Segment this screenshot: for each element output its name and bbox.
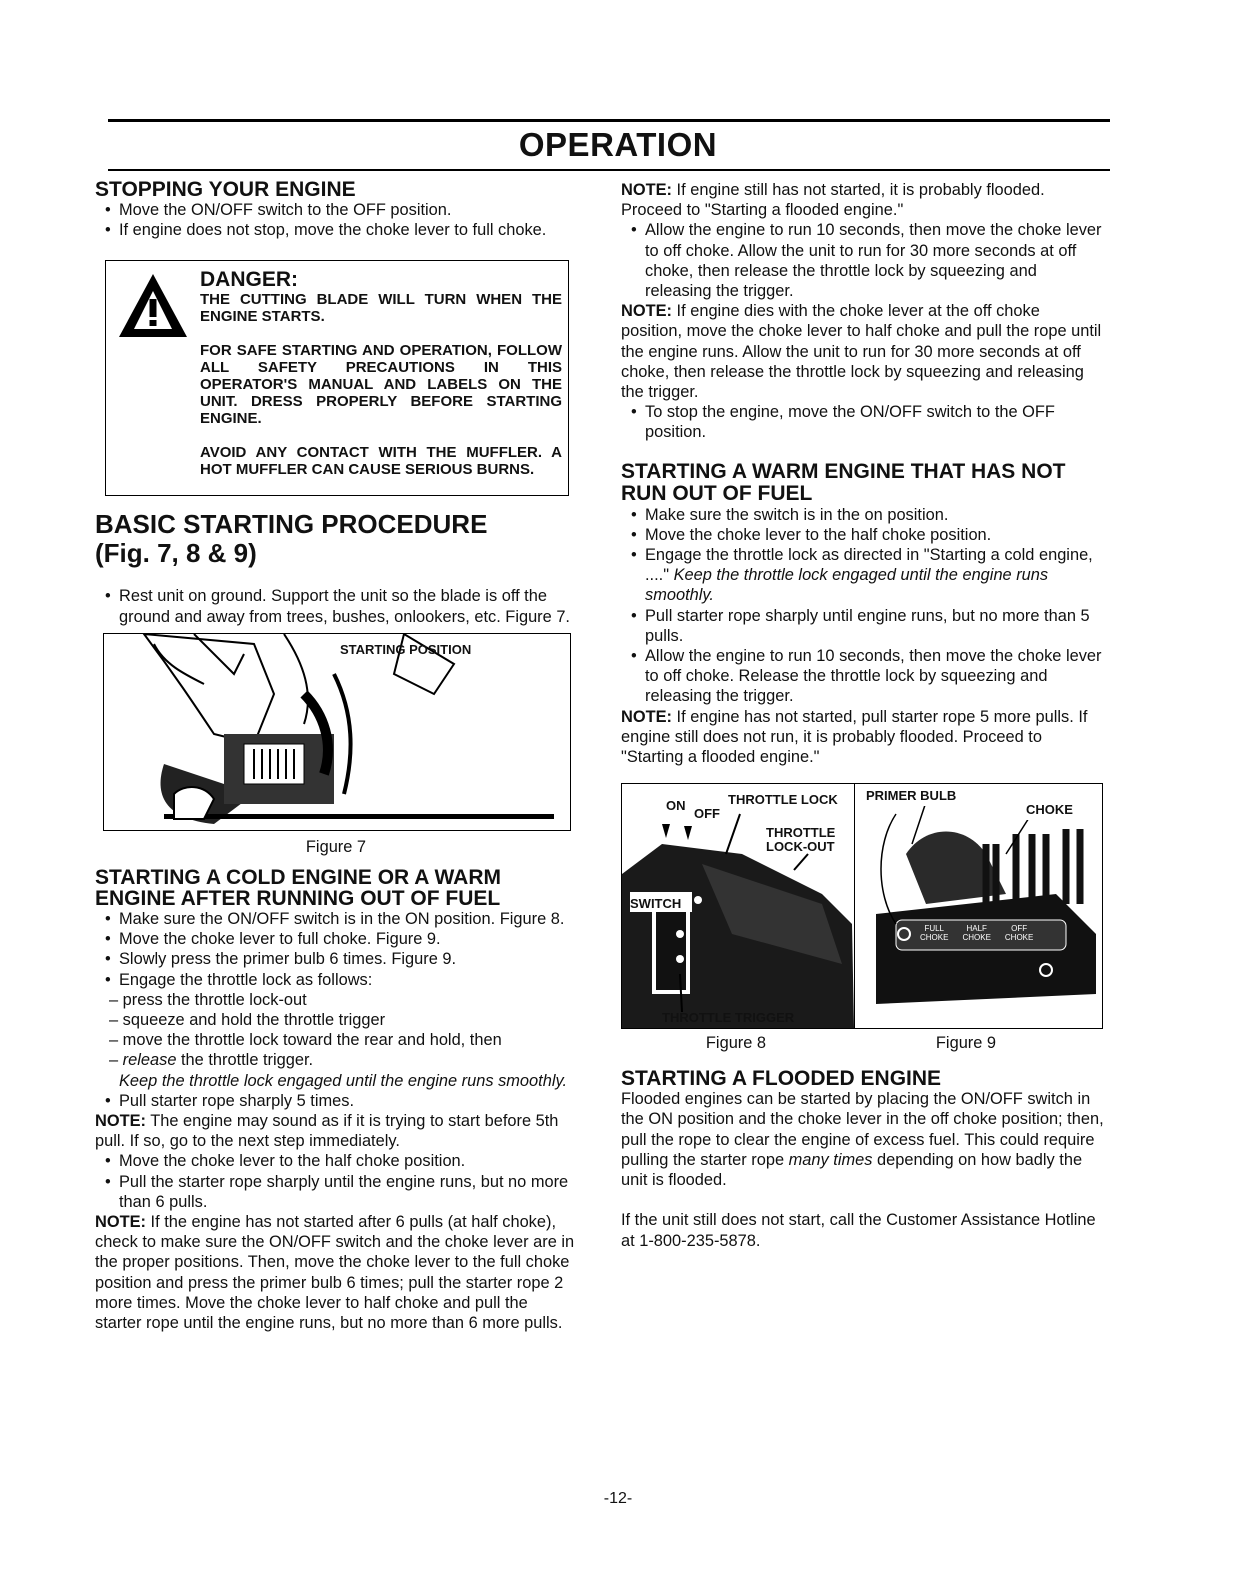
fig7-label: STARTING POSITION <box>340 641 472 657</box>
figures-8-9 <box>621 783 1103 1029</box>
list-item: • Engage the throttle lock as follows: <box>95 970 577 990</box>
list-item: • Move the choke lever to full choke. Figure 9. <box>95 929 577 949</box>
title-rule <box>108 169 1110 171</box>
note-label: NOTE: <box>95 1112 146 1131</box>
list-item: • If engine does not stop, move the choke lever to full choke. <box>95 220 577 240</box>
basic-list <box>95 586 577 626</box>
list-item: • Allow the engine to run 10 seconds, then move the choke lever to off choke. Allow the unit to run for 30 more seconds at off choke, then release the throttle lock by squeezing and releasing the trigger. <box>621 220 1105 301</box>
list-item: • Pull the starter rope sharply until the engine runs, but no more than 6 pulls. <box>95 1172 577 1212</box>
pos-word: CHOKE <box>920 933 949 943</box>
cold-list-2 <box>95 1151 577 1212</box>
warning-triangle-icon <box>116 271 190 341</box>
pos-word: OFF <box>1011 924 1028 934</box>
note-text: If engine has not started, pull starter rope 5 more pulls. If engine still does not run, it is probably flooded. Proceed to "Starting a flooded engine." <box>621 707 1088 767</box>
choke-primer-illustration <box>856 784 1102 1028</box>
figure-7 <box>103 633 571 831</box>
fig8-switch-label: SWITCH <box>630 896 682 912</box>
note-text: If engine still has not started, it is probably flooded. Proceed to "Starting a flooded engine." <box>621 181 1045 220</box>
list-item: • Make sure the switch is in the on position. <box>621 505 1105 525</box>
flood-text: depending on how badly the unit is flooded. <box>621 1150 1083 1190</box>
step-line: – press the throttle lock-out <box>109 990 307 1009</box>
lockout-line: THROTTLE <box>766 825 836 841</box>
release-word: release <box>122 1051 177 1070</box>
left-column <box>95 180 577 1333</box>
list-item: • Move the choke lever to the half choke position. <box>95 1151 577 1171</box>
stopping-heading: STOPPING YOUR ENGINE <box>95 178 356 201</box>
note-text: If the engine has not started after 6 pulls (at half choke), check to make sure the ON/OFF switch and the choke lever are in the proper positions. Then, move the choke lever to the full choke position and press the primer bulb 6 times; pull the starter rope 2 more times. Move the choke lever to half choke and pull the starter rope until the engine runs, but no more than 6 more pulls. <box>95 1213 575 1333</box>
basic-heading-figs: (Fig. 7, 8 & 9) <box>95 538 257 569</box>
pos-word: CHOKE <box>962 933 991 943</box>
fig9-choke-label: CHOKE <box>1026 800 1073 820</box>
basic-heading: BASIC STARTING PROCEDURE <box>95 509 488 540</box>
fig8-throttle-lock-label: THROTTLE LOCK <box>728 792 838 808</box>
page-title: OPERATION <box>518 126 718 163</box>
warm-engine-heading: STARTING A WARM ENGINE THAT HAS NOT RUN OUT OF FUEL <box>621 459 1066 505</box>
note-paragraph <box>621 180 1105 220</box>
danger-box <box>105 260 569 496</box>
fig8-trigger-label: THROTTLE TRIGGER <box>662 1010 795 1026</box>
stopping-list <box>95 200 577 240</box>
page-number: -12- <box>603 1490 633 1507</box>
list-item <box>621 545 1105 606</box>
cold-engine-heading: STARTING A COLD ENGINE OR A WARM ENGINE AFTER RUNNING OUT OF FUEL <box>95 866 501 911</box>
fig8-on-label: ON <box>666 798 686 814</box>
flooded-heading: STARTING A FLOODED ENGINE <box>621 1067 942 1091</box>
full-choke-mark <box>920 924 948 942</box>
fig8-off-label: OFF <box>694 806 720 822</box>
step-line <box>95 1050 577 1070</box>
list-item: • Pull starter rope sharply 5 times. <box>95 1091 577 1111</box>
top-rule <box>108 119 1110 122</box>
danger-text: AVOID ANY CONTACT WITH THE MUFFLER. A HOT MUFFLER CAN CAUSE SERIOUS BURNS. <box>200 444 562 479</box>
step-line: – move the throttle lock toward the rear and hold, then <box>109 1031 502 1050</box>
danger-text: THE CUTTING BLADE WILL TURN WHEN THE ENGINE STARTS. <box>200 291 562 326</box>
dash-prefix: – <box>109 1051 123 1070</box>
note-label: NOTE: <box>621 302 672 321</box>
list-item: • Move the choke lever to the half choke position. <box>621 525 1105 545</box>
list-item: • Move the ON/OFF switch to the OFF position. <box>95 200 577 220</box>
keep-engaged-note: Keep the throttle lock engaged until the engine runs smoothly. <box>119 1071 567 1090</box>
release-rest: the throttle trigger. <box>176 1051 314 1070</box>
figure-8 <box>622 784 855 1028</box>
warm-list <box>621 505 1105 707</box>
flooded-paragraph <box>621 1089 1105 1190</box>
list-item: • Pull starter rope sharply until engine runs, but no more than 5 pulls. <box>621 606 1105 646</box>
fig8-lockout-label <box>766 826 835 854</box>
pull-list <box>95 1091 577 1111</box>
right-list-2 <box>621 402 1105 442</box>
engage-italic: Keep the throttle lock engaged until the engine runs smoothly. <box>645 566 1049 605</box>
fig9-primer-label: PRIMER BULB <box>866 786 956 806</box>
pos-word: FULL <box>924 924 944 934</box>
note-label: NOTE: <box>621 707 672 726</box>
note-paragraph <box>621 301 1105 402</box>
note-paragraph <box>95 1212 577 1333</box>
pos-word: HALF <box>966 924 987 934</box>
note-text: If engine dies with the choke lever at the off choke position, move the choke lever to half choke and pull the rope until the engine runs. Allow the unit to run for 30 more seconds at off choke, then release the throttle lock by squeezing and releasing the trigger. <box>621 302 1102 402</box>
figure-7-caption: Figure 7 <box>305 837 367 856</box>
note-text: The engine may sound as if it is trying to start before 5th pull. If so, go to the next step immediately. <box>95 1112 559 1151</box>
step-line: – squeeze and hold the throttle trigger <box>109 1011 386 1030</box>
note-paragraph <box>95 1111 577 1151</box>
list-item: • To stop the engine, move the ON/OFF switch to the OFF position. <box>621 402 1105 442</box>
list-item: • Allow the engine to run 10 seconds, then move the choke lever to off choke. Release the throttle lock by squeezing and releasing the trigger. <box>621 646 1105 707</box>
danger-title: DANGER: <box>200 268 298 292</box>
flood-text: Flooded engines can be started by placing the ON/OFF switch in the ON position and the choke lever in the off choke position; then, pull the rope to clear the engine of excess fuel. This could require pulling the starter rope <box>621 1090 1104 1169</box>
half-choke-mark <box>962 924 990 942</box>
note-paragraph <box>621 707 1105 768</box>
pos-word: CHOKE <box>1004 933 1034 943</box>
list-item: • Slowly press the primer bulb 6 times. Figure 9. <box>95 949 577 969</box>
engage-text: Engage the throttle lock as directed in "Starting a cold engine, ...." <box>645 546 1093 585</box>
cold-list <box>95 909 577 990</box>
hotline-paragraph: If the unit still does not start, call the Customer Assistance Hotline at 1-800-235-5878. <box>621 1211 1096 1250</box>
note-label: NOTE: <box>621 181 672 199</box>
list-item: • Make sure the ON/OFF switch is in the ON position. Figure 8. <box>95 909 577 929</box>
right-column <box>621 180 1105 1251</box>
danger-text: FOR SAFE STARTING AND OPERATION, FOLLOW ALL SAFETY PRECAUTIONS IN THIS OPERATOR'S MANUAL AND LABELS ON THE UNIT. DRESS PROPERLY BEFORE STARTING ENGINE. <box>200 342 562 428</box>
figure-9-caption: Figure 9 <box>935 1034 997 1053</box>
figure-8-caption: Figure 8 <box>705 1034 767 1053</box>
right-list-1 <box>621 220 1105 301</box>
note-label: NOTE: <box>95 1213 146 1232</box>
starting-position-illustration <box>104 634 571 830</box>
figure-9 <box>856 784 1102 1028</box>
figure-captions <box>621 1033 1105 1055</box>
list-item: • Rest unit on ground. Support the unit so the blade is off the ground and away from trees, bushes, onlookers, etc. Figure 7. <box>95 586 577 626</box>
lockout-line: LOCK-OUT <box>766 839 835 855</box>
flood-italic: many times <box>788 1150 873 1169</box>
off-choke-mark <box>1005 924 1033 942</box>
choke-positions <box>920 924 1033 942</box>
